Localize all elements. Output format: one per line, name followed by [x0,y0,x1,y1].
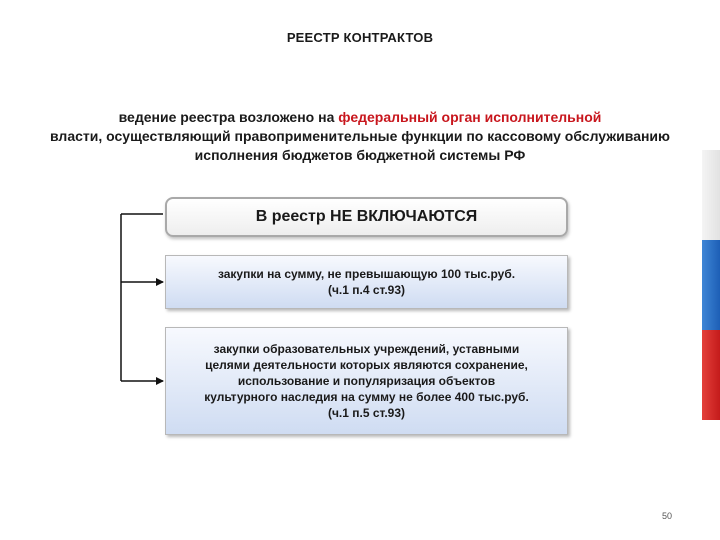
exclusion-item-2-line-3: использование и популяризация объектов [237,374,496,388]
exclusion-item-1-line-1: закупки на сумму, не превышающую 100 тыс.руб. [217,267,516,281]
exclusion-item-2 [165,327,568,435]
exclusion-item-2-line-4: культурного наследия на сумму не более 400 тыс.руб. [204,390,529,404]
page-number: 50 [661,511,672,521]
intro-rest: власти, осуществляющий правоприменительные функции по кассовому обслуживанию исполнения бюджетов бюджетной системы РФ [50,128,670,163]
exclusion-item-2-line-1: закупки образовательных учреждений, уставными [213,342,520,356]
exclusions-header: В реестр НЕ ВКЛЮЧАЮТСЯ [255,208,478,225]
intro-highlight: федеральный орган исполнительной [338,109,602,125]
exclusion-item-2-line-2: целями деятельности которых являются сохранение, [205,358,528,372]
page-title: РЕЕСТР КОНТРАКТОВ [286,30,434,45]
exclusion-item-1 [165,255,568,309]
exclusion-item-2-line-5: (ч.1 п.5 ст.93) [327,406,406,420]
exclusion-item-1-line-2: (ч.1 п.4 ст.93) [327,283,406,297]
exclusions-header-box [165,197,568,237]
intro-prefix: ведение реестра возложено на [118,109,339,125]
